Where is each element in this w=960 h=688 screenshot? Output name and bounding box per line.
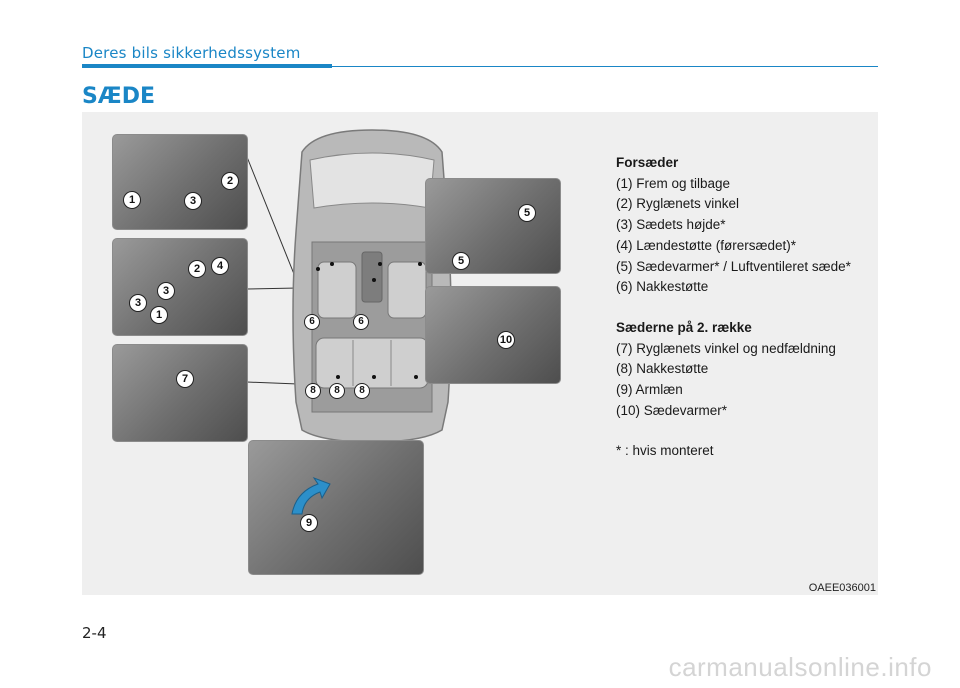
callout-1: 1 xyxy=(150,306,168,324)
legend-item: (5) Sædevarmer* / Luftventileret sæde* xyxy=(616,258,851,274)
legend-item: (2) Ryglænets vinkel xyxy=(616,196,740,212)
callout-3: 3 xyxy=(184,192,202,210)
callout-1: 1 xyxy=(123,191,141,209)
callout-10: 10 xyxy=(497,331,515,349)
callout-8: 8 xyxy=(329,383,345,399)
callout-3: 3 xyxy=(157,282,175,300)
legend-front-heading: Forsæder xyxy=(616,155,679,170)
seat-legend xyxy=(616,153,851,462)
section-title: Deres bils sikkerhedssystem xyxy=(82,44,301,62)
watermark: carmanualsonline.info xyxy=(668,652,932,682)
legend-item: (9) Armlæn xyxy=(616,382,683,398)
callout-6: 6 xyxy=(304,314,320,330)
callout-4: 4 xyxy=(211,257,229,275)
legend-item: (8) Nakkestøtte xyxy=(616,361,709,377)
legend-item: (7) Ryglænets vinkel og nedfældning xyxy=(616,340,836,356)
callout-5: 5 xyxy=(518,204,536,222)
callout-2: 2 xyxy=(188,260,206,278)
legend-item: (10) Sædevarmer* xyxy=(616,402,728,418)
legend-item: (4) Lændestøtte (førersædet)* xyxy=(616,237,797,253)
callout-7: 7 xyxy=(176,370,194,388)
legend-item: (1) Frem og tilbage xyxy=(616,175,731,191)
callout-8: 8 xyxy=(305,383,321,399)
figure-code: OAEE036001 xyxy=(808,582,876,594)
legend-footnote: * : hvis monteret xyxy=(616,443,714,459)
legend-item: (3) Sædets højde* xyxy=(616,217,726,233)
callout-2: 2 xyxy=(221,172,239,190)
page-heading: SÆDE xyxy=(82,84,156,109)
page-number: 2-4 xyxy=(82,624,107,642)
header-rule-thick xyxy=(82,64,332,68)
callout-9: 9 xyxy=(300,514,318,532)
legend-item: (6) Nakkestøtte xyxy=(616,279,709,295)
callout-6: 6 xyxy=(353,314,369,330)
callout-5: 5 xyxy=(452,252,470,270)
legend-rear-heading: Sæderne på 2. række xyxy=(616,319,752,335)
callout-3: 3 xyxy=(129,294,147,312)
header-rule-thin xyxy=(332,66,878,68)
callout-8: 8 xyxy=(354,383,370,399)
